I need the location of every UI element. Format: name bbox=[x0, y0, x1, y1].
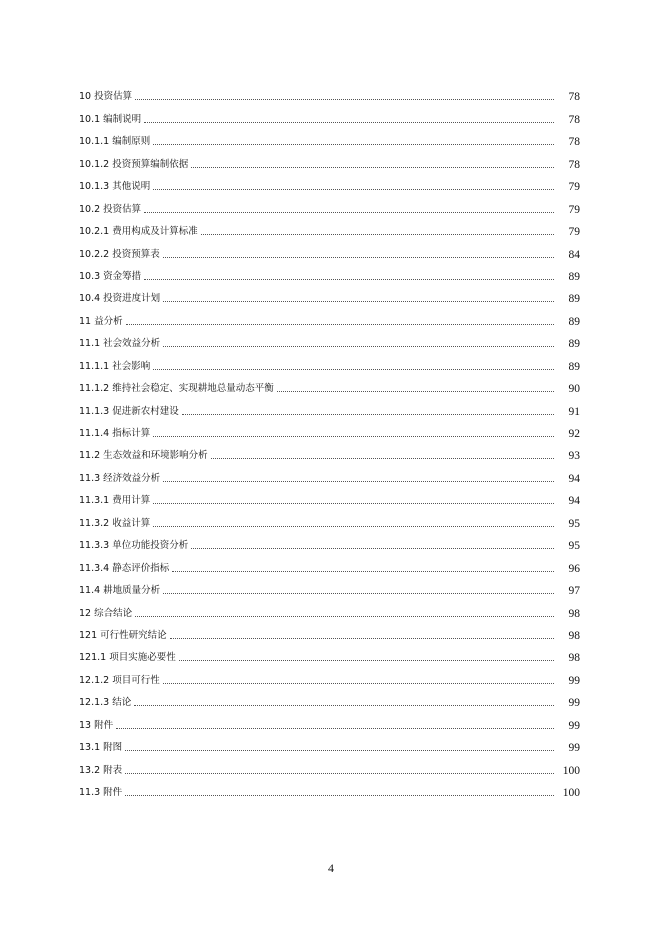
toc-dot-leader bbox=[163, 301, 554, 302]
toc-dot-leader bbox=[135, 99, 554, 100]
toc-entry-page: 98 bbox=[568, 652, 580, 665]
toc-entry-label: 11.1.2 维持社会稳定、实现耕地总量动态平衡 bbox=[79, 383, 274, 395]
toc-dot-leader bbox=[144, 122, 554, 123]
toc-entry-label: 121 可行性研究结论 bbox=[79, 629, 167, 641]
toc-entry-page: 95 bbox=[568, 517, 580, 530]
toc-entry-label: 11.3.3 单位功能投资分析 bbox=[79, 540, 189, 552]
toc-entry-label: 11.3.1 费用计算 bbox=[79, 495, 151, 507]
toc-dot-leader bbox=[163, 481, 554, 482]
toc-dot-leader bbox=[277, 391, 554, 392]
toc-entry-label: 13.2 附表 bbox=[79, 764, 123, 776]
toc-dot-leader bbox=[144, 212, 554, 213]
toc-entry-page: 90 bbox=[568, 383, 580, 396]
toc-entry[interactable] bbox=[79, 350, 580, 372]
toc-entry[interactable] bbox=[79, 418, 580, 440]
toc-dot-leader bbox=[125, 750, 554, 751]
toc-entry-page: 89 bbox=[568, 338, 580, 351]
toc-dot-leader bbox=[134, 705, 554, 706]
toc-dot-leader bbox=[191, 167, 554, 168]
toc-entry-page: 100 bbox=[562, 764, 580, 777]
toc-entry-label: 11.3 经济效益分析 bbox=[79, 472, 161, 484]
toc-dot-leader bbox=[126, 324, 554, 325]
toc-entry-page: 99 bbox=[568, 674, 580, 687]
toc-entry[interactable] bbox=[79, 687, 580, 709]
toc-entry-label: 12.1.3 结论 bbox=[79, 697, 132, 709]
toc-entry-page: 93 bbox=[568, 450, 580, 463]
toc-entry-page: 99 bbox=[568, 697, 580, 710]
toc-entry[interactable] bbox=[79, 305, 580, 327]
toc-entry-page: 78 bbox=[568, 136, 580, 149]
toc-dot-leader bbox=[172, 571, 554, 572]
toc-entry[interactable] bbox=[79, 620, 580, 642]
table-of-contents bbox=[79, 81, 580, 799]
toc-entry-page: 89 bbox=[568, 315, 580, 328]
toc-dot-leader bbox=[163, 346, 554, 347]
toc-entry[interactable] bbox=[79, 216, 580, 238]
toc-entry-label: 13.1 附图 bbox=[79, 742, 123, 754]
toc-entry-page: 78 bbox=[568, 91, 580, 104]
toc-entry-page: 99 bbox=[568, 742, 580, 755]
toc-entry-page: 98 bbox=[568, 607, 580, 620]
toc-entry[interactable] bbox=[79, 395, 580, 417]
toc-dot-leader bbox=[182, 414, 554, 415]
toc-entry[interactable] bbox=[79, 552, 580, 574]
toc-entry[interactable] bbox=[79, 126, 580, 148]
toc-entry[interactable] bbox=[79, 171, 580, 193]
toc-entry[interactable] bbox=[79, 485, 580, 507]
toc-entry-label: 10.1.3 其他说明 bbox=[79, 181, 151, 193]
toc-entry-page: 100 bbox=[562, 787, 580, 799]
toc-entry-label: 10.1.2 投资预算编制依据 bbox=[79, 158, 189, 170]
toc-entry-page: 89 bbox=[568, 270, 580, 283]
toc-entry-label: 10.4 投资进度计划 bbox=[79, 293, 161, 305]
toc-dot-leader bbox=[153, 189, 554, 190]
toc-entry-page: 96 bbox=[568, 562, 580, 575]
toc-entry-page: 95 bbox=[568, 540, 580, 553]
toc-entry-label: 12 综合结论 bbox=[79, 607, 133, 619]
toc-entry-label: 11.3 附件 bbox=[79, 787, 123, 798]
toc-entry[interactable] bbox=[79, 642, 580, 664]
toc-entry[interactable] bbox=[79, 754, 580, 776]
toc-entry[interactable] bbox=[79, 373, 580, 395]
toc-entry-label: 10.1.1 编制原则 bbox=[79, 136, 151, 148]
toc-dot-leader bbox=[125, 795, 554, 796]
toc-entry-page: 97 bbox=[568, 585, 580, 598]
toc-dot-leader bbox=[163, 257, 554, 258]
toc-dot-leader bbox=[153, 369, 554, 370]
toc-entry-page: 84 bbox=[568, 248, 580, 261]
toc-entry-label: 12.1.2 项目可行性 bbox=[79, 674, 160, 686]
toc-entry-label: 10 投资估算 bbox=[79, 91, 133, 103]
toc-entry[interactable] bbox=[79, 709, 580, 731]
toc-entry[interactable] bbox=[79, 462, 580, 484]
toc-entry-page: 78 bbox=[568, 158, 580, 171]
toc-entry-page: 78 bbox=[568, 113, 580, 126]
toc-dot-leader bbox=[153, 503, 554, 504]
toc-entry-label: 11 益分析 bbox=[79, 315, 123, 327]
toc-dot-leader bbox=[170, 638, 554, 639]
toc-entry-label: 11.3.4 静态评价指标 bbox=[79, 562, 170, 574]
toc-entry-page: 92 bbox=[568, 428, 580, 440]
toc-entry[interactable] bbox=[79, 664, 580, 686]
toc-entry[interactable] bbox=[79, 261, 580, 283]
toc-dot-leader bbox=[125, 773, 554, 774]
toc-entry-label: 10.3 资金筹措 bbox=[79, 270, 142, 282]
toc-dot-leader bbox=[163, 593, 554, 594]
toc-entry-label: 13 附件 bbox=[79, 719, 114, 731]
toc-entry[interactable] bbox=[79, 530, 580, 552]
toc-entry-label: 11.1 社会效益分析 bbox=[79, 338, 161, 350]
toc-entry-page: 89 bbox=[568, 293, 580, 306]
toc-entry-page: 79 bbox=[568, 203, 580, 216]
toc-entry-page: 79 bbox=[568, 181, 580, 194]
toc-dot-leader bbox=[201, 234, 554, 235]
toc-dot-leader bbox=[135, 616, 554, 617]
toc-entry-page: 79 bbox=[568, 226, 580, 239]
toc-entry[interactable] bbox=[79, 148, 580, 170]
toc-entry[interactable] bbox=[79, 777, 580, 799]
toc-entry-page: 98 bbox=[568, 629, 580, 642]
toc-entry[interactable] bbox=[79, 283, 580, 305]
toc-dot-leader bbox=[153, 144, 554, 145]
toc-entry-label: 11.3.2 收益计算 bbox=[79, 517, 151, 529]
toc-entry[interactable] bbox=[79, 440, 580, 462]
toc-entry-label: 121.1 项目实施必要性 bbox=[79, 652, 176, 664]
toc-dot-leader bbox=[179, 660, 554, 661]
toc-entry-label: 11.1.1 社会影响 bbox=[79, 360, 151, 372]
toc-entry-label: 10.2.1 费用构成及计算标准 bbox=[79, 226, 198, 238]
toc-dot-leader bbox=[191, 548, 554, 549]
toc-entry-label: 11.2 生态效益和环境影响分析 bbox=[79, 450, 208, 462]
toc-dot-leader bbox=[163, 683, 554, 684]
toc-entry[interactable] bbox=[79, 328, 580, 350]
toc-entry[interactable] bbox=[79, 575, 580, 597]
toc-entry[interactable] bbox=[79, 597, 580, 619]
toc-entry-page: 89 bbox=[568, 360, 580, 373]
toc-entry-page: 99 bbox=[568, 719, 580, 732]
toc-dot-leader bbox=[144, 279, 554, 280]
toc-entry-page: 94 bbox=[568, 495, 580, 508]
toc-dot-leader bbox=[116, 728, 554, 729]
toc-entry[interactable] bbox=[79, 103, 580, 125]
toc-entry-label: 10.2.2 投资预算表 bbox=[79, 248, 160, 260]
toc-dot-leader bbox=[153, 526, 554, 527]
toc-entry-page: 94 bbox=[568, 472, 580, 485]
toc-dot-leader bbox=[153, 436, 554, 437]
toc-entry[interactable] bbox=[79, 193, 580, 215]
page-number: 4 bbox=[328, 861, 334, 875]
toc-entry-page: 91 bbox=[568, 405, 580, 418]
toc-entry[interactable] bbox=[79, 732, 580, 754]
toc-entry-label: 11.4 耕地质量分析 bbox=[79, 585, 161, 597]
toc-entry[interactable] bbox=[79, 238, 580, 260]
toc-dot-leader bbox=[211, 458, 554, 459]
toc-entry[interactable] bbox=[79, 81, 580, 103]
toc-entry[interactable] bbox=[79, 507, 580, 529]
toc-entry-label: 11.1.3 促进新农村建设 bbox=[79, 405, 179, 417]
toc-entry-label: 10.2 投资估算 bbox=[79, 203, 142, 215]
toc-entry-label: 11.1.4 指标计算 bbox=[79, 428, 151, 439]
toc-entry-label: 10.1 编制说明 bbox=[79, 113, 142, 125]
